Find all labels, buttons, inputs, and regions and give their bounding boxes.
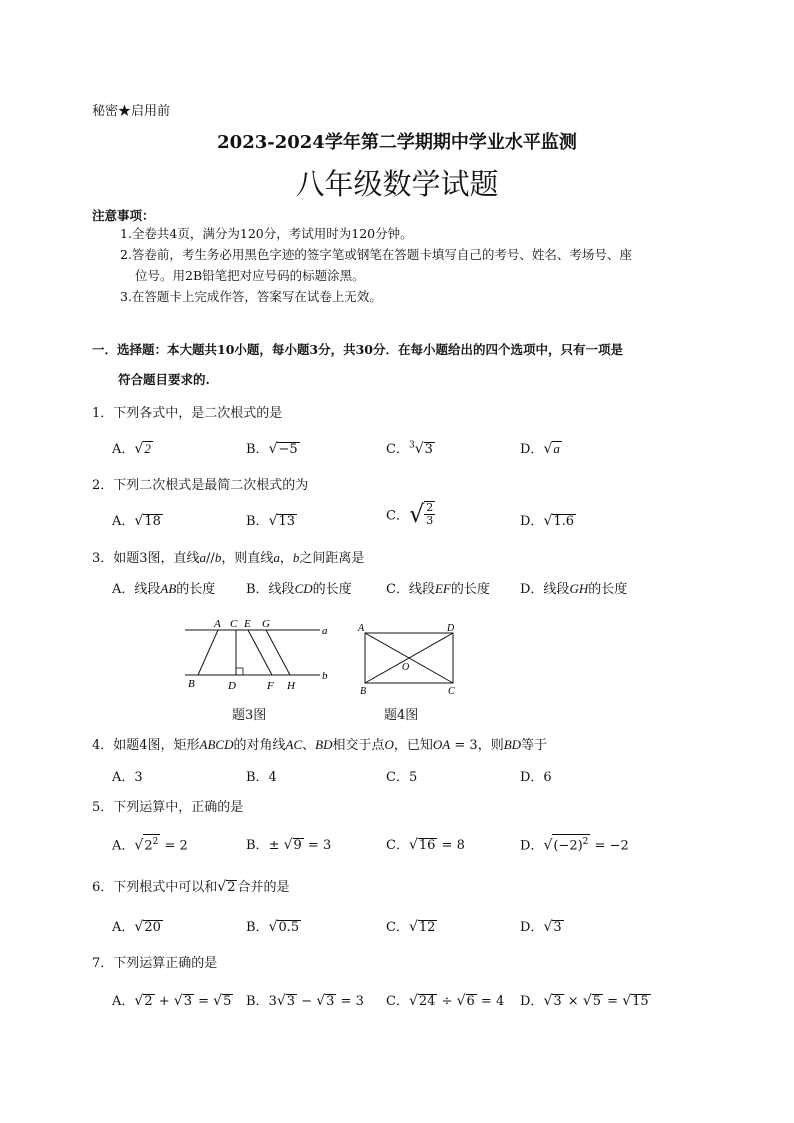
q3-option-d[interactable]: D．线段GH的长度: [520, 581, 628, 597]
q1-option-a[interactable]: A．√2: [112, 441, 151, 457]
fig3-label-b: b: [322, 670, 328, 682]
q4-stem: 4．如题4图，矩形ABCD的对角线AC、BD相交于点O，已知OA = 3，则BD等于: [92, 737, 548, 753]
q6-option-d[interactable]: D．√3: [520, 919, 562, 935]
q1-option-b[interactable]: B．√−5: [246, 441, 298, 457]
fig4-label-A: A: [358, 623, 365, 634]
q6-option-c[interactable]: C．√12: [386, 919, 436, 935]
q5-stem: 5．下列运算中，正确的是: [92, 800, 244, 815]
notice-item-3: 3.在答题卡上完成作答，答案写在试卷上无效。: [120, 289, 382, 304]
q4-option-c[interactable]: C．5: [386, 770, 418, 785]
q4-option-d[interactable]: D．6: [520, 770, 552, 785]
notice-item-2: 2.答卷前，考生务必用黑色字迹的签字笔或钢笔在答题卡填写自己的考号、姓名、考场号、座: [120, 247, 632, 262]
q5-option-d[interactable]: D．$√(-2)^2 = -2$: [520, 834, 629, 853]
figure-3-caption: 题3图: [232, 708, 267, 723]
q6-option-a[interactable]: A．√20: [112, 919, 161, 935]
q4-option-b[interactable]: B．4: [246, 770, 277, 785]
q3-option-b[interactable]: B．线段CD的长度: [246, 581, 352, 597]
fig3-label-B: B: [188, 678, 195, 690]
q7-option-d[interactable]: D．√3 × √5 = √15: [520, 993, 649, 1009]
fig3-label-A: A: [214, 618, 221, 630]
secret-label: 秘密★启用前: [92, 104, 171, 119]
fig3-label-C: C: [230, 618, 238, 630]
q5-option-b[interactable]: B．± √9 = 3: [246, 837, 332, 853]
q7-option-a[interactable]: A．√2 + √3 = √5: [112, 993, 232, 1009]
q6-stem: 6．下列根式中可以和√2 合并的是: [92, 879, 290, 895]
section1-line2: 符合题目要求的.: [118, 372, 210, 387]
notice-title: 注意事项：: [92, 208, 155, 223]
fig4-label-B: B: [360, 686, 367, 697]
q3-option-a[interactable]: A．线段AB的长度: [112, 581, 216, 597]
q2-option-d[interactable]: D．√1.6: [520, 513, 575, 529]
fig3-label-E: E: [244, 618, 251, 630]
fig4-label-O: O: [402, 662, 410, 673]
fig4-label-D: D: [447, 623, 455, 634]
fig3-label-a: a: [322, 625, 328, 637]
q7-stem: 7．下列运算正确的是: [92, 956, 218, 971]
fig4-label-C: C: [448, 686, 455, 697]
q3-option-c[interactable]: C．线段EF的长度: [386, 581, 490, 597]
q5-option-c[interactable]: C．√16 = 8: [386, 837, 465, 853]
q2-option-a[interactable]: A．√18: [112, 513, 161, 529]
q7-option-b[interactable]: B．3√3 − √3 = 3: [246, 993, 364, 1009]
q2-stem: 2．下列二次根式是最简二次根式的为: [92, 478, 309, 493]
fig3-label-H: H: [287, 680, 295, 692]
notice-item-2-cont: 位号。用2B铅笔把对应号码的标题涂黑。: [135, 268, 365, 283]
fig3-label-G: G: [262, 618, 270, 630]
q5-option-a[interactable]: A．$√2^2 = 2$: [112, 834, 188, 853]
q1-option-d[interactable]: D．√a: [520, 441, 560, 457]
q6-option-b[interactable]: B．√0.5: [246, 919, 300, 935]
q2-option-c[interactable]: C．√ $\frac{2}{3}$: [386, 500, 434, 528]
figure-4: [356, 620, 462, 698]
q4-option-a[interactable]: A．3: [112, 770, 143, 785]
exam-title: 2023-2024学年第二学期期中学业水平监测: [217, 132, 577, 153]
figure-3: [180, 612, 340, 697]
q1-stem: 1．下列各式中，是二次根式的是: [92, 406, 283, 421]
q3-stem: 3．如题3图，直线a//b，则直线a，b之间距离是: [92, 550, 365, 566]
notice-item-1: 1.全卷共4页，满分为120分，考试用时为120分钟。: [120, 226, 413, 241]
figure-4-caption: 题4图: [384, 708, 419, 723]
fig3-label-D: D: [228, 680, 236, 692]
q2-option-b[interactable]: B．√13: [246, 513, 296, 529]
q1-option-c[interactable]: C．$^3$√3: [386, 440, 433, 457]
subject-title: 八年级数学试题: [295, 167, 499, 201]
q7-option-c[interactable]: C．√24 ÷ √6 = 4: [386, 993, 505, 1009]
section1-line1: 一．选择题：本大题共10小题，每小题3分，共30分．在每小题给出的四个选项中，只有一项是: [92, 342, 623, 357]
fig3-label-F: F: [267, 680, 274, 692]
